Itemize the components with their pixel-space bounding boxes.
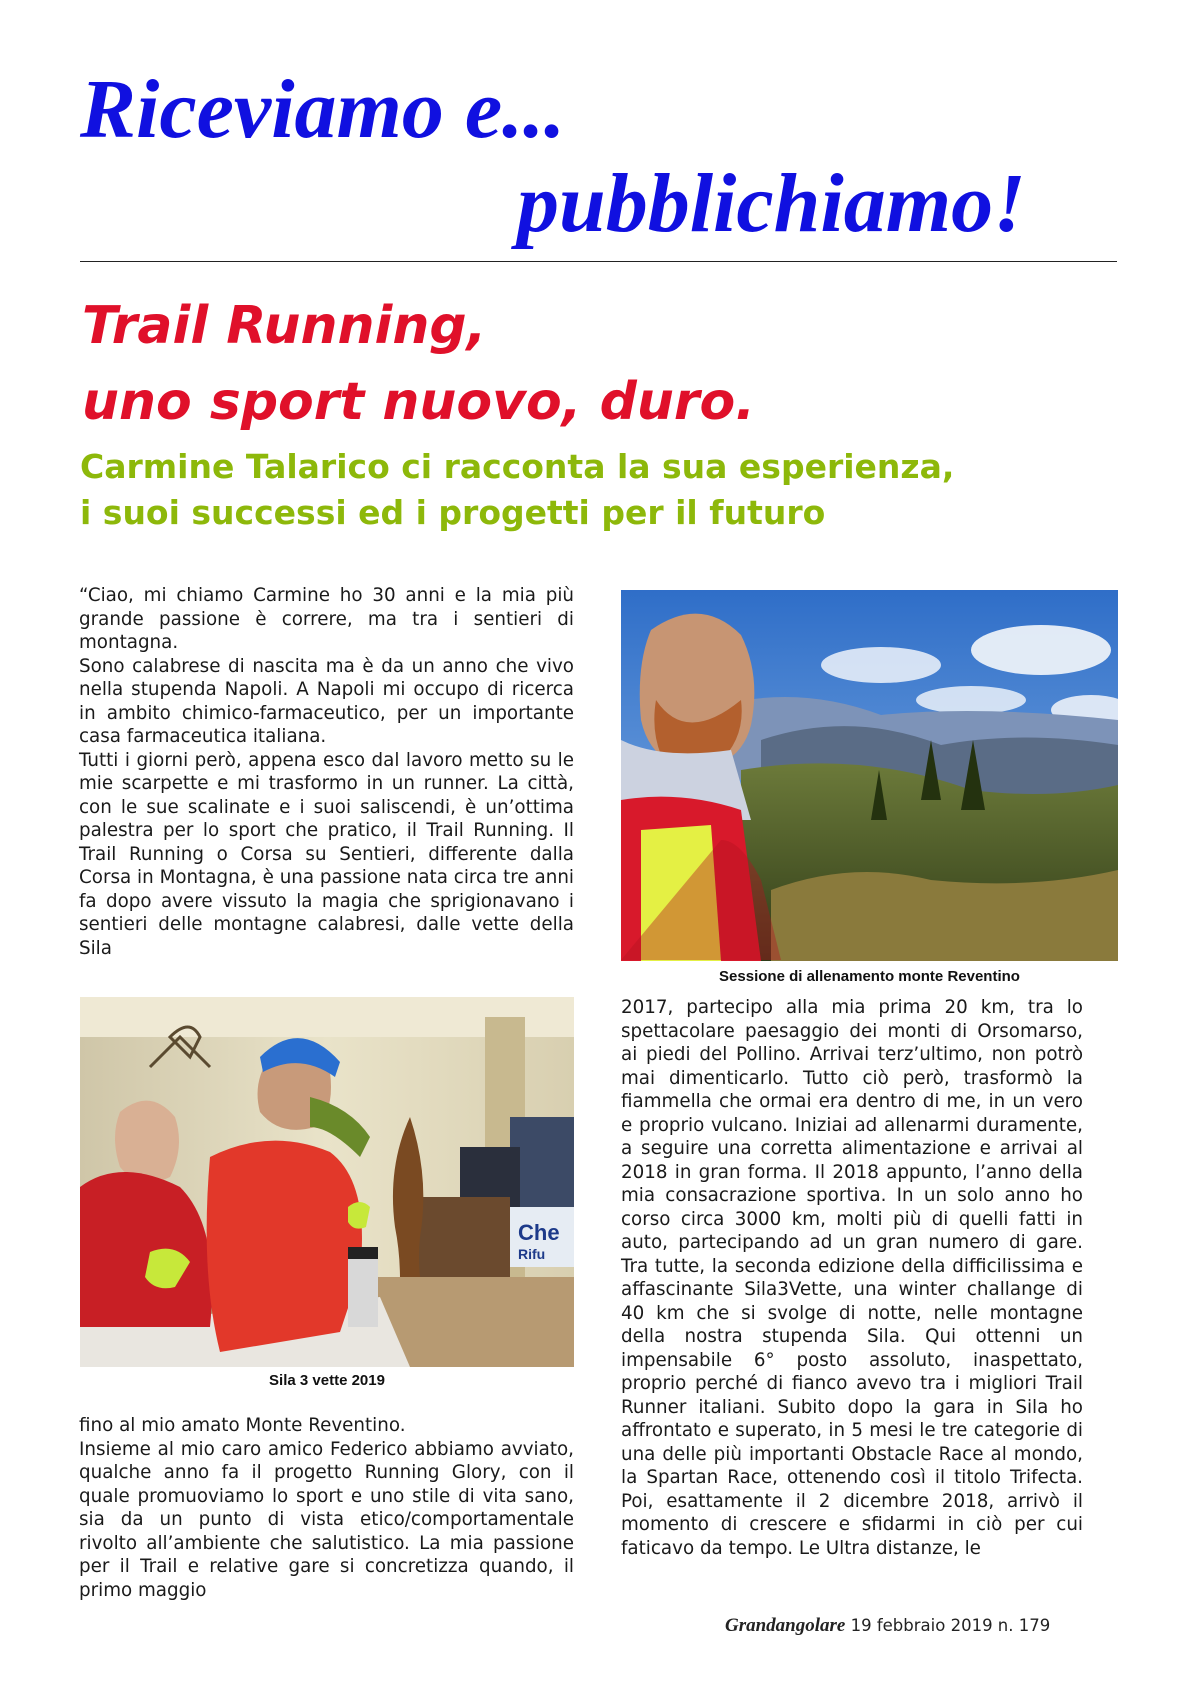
sign-text-2: Rifu	[518, 1246, 546, 1262]
article-title	[82, 288, 755, 440]
paragraph: Insieme al mio caro amico Federico abbiamo avviato, qualche anno fa il progetto Running Glory, con il quale promuoviamo lo sport e uno stile di vita sano, sia da un punto di vista etico/comportamentale rivolto all’ambiente che salutistico. La mia passione per il Trail e relative gare si concretizza quando, il primo maggio	[79, 1438, 574, 1601]
right-column-text	[621, 996, 1083, 1560]
article-title-line-2: uno sport nuovo, duro.	[82, 372, 755, 432]
sign-text: Che	[518, 1220, 560, 1245]
paragraph: Tutti i giorni però, appena esco dal lavoro metto su le mie scarpette e mi trasformo in un runner. La città, con le sue scalinate e i suoi saliscendi, è un’ottima palestra per lo sport che pratico, il Trail Running. Il Trail Running o Corsa su Sentieri, differente dalla Corsa in Montagna, è una passione nata circa tre anni fa dopo avere vissuto la magia che sprigionavano i sentieri delle montagne calabresi, dalle vette della Sila	[79, 749, 574, 959]
article-title-line-1: Trail Running,	[82, 296, 487, 356]
header-line-2: pubblichiamo!	[517, 157, 1026, 250]
selfie-photo-image	[621, 590, 1118, 961]
issue-info: 19 febbraio 2019 n. 179	[845, 1616, 1051, 1635]
left-column-top-text	[79, 584, 574, 960]
publication-name: Grandangolare	[725, 1615, 846, 1636]
paragraph: Sono calabrese di nascita ma è da un anno che vivo nella stupenda Napoli. A Napoli mi occupo di ricerca in ambito chimico-farmaceutico, per un importante casa farmaceutica italiana.	[79, 655, 574, 747]
page-footer	[725, 1615, 1050, 1637]
paragraph: “Ciao, mi chiamo Carmine ho 30 anni e la mia più grande passione è correre, ma tra i sentieri di montagna.	[79, 585, 574, 653]
indoor-photo-caption: Sila 3 vette 2019	[269, 1372, 385, 1389]
selfie-photo-caption: Sessione di allenamento monte Reventino	[719, 968, 1020, 985]
indoor-photo-image	[80, 997, 574, 1367]
selfie-photo	[621, 590, 1118, 961]
article-subtitle	[80, 444, 954, 536]
article-subtitle-line-2: i suoi successi ed i progetti per il futuro	[80, 493, 826, 532]
paragraph: 2017, partecipo alla mia prima 20 km, tra lo spettacolare paesaggio dei monti di Orsomarso, ai piedi del Pollino. Arrivai terz’ultimo, non potrò mai dimenticarlo. Tutto ciò però, trasformò la fiammella che ormai era dentro di me, in un vero e proprio vulcano. Iniziai ad allenarmi duramente, a seguire una corretta alimentazione e arrivai al 2018 in gran forma. Il 2018 appunto, l’anno della mia consacrazione sportiva. In un solo anno ho corso circa 3000 km, molti più di quelli fatti in auto, partecipando ad un gran numero di gare. Tra tutte, la seconda edizione della difficilissima e affascinante Sila3Vette, una winter challange di 40 km che si svolge di notte, nelle montagne della nostra stupenda Sila. Qui ottenni un impensabile 6° posto assoluto, inaspettato, proprio perché di fianco avevo tra i migliori Trail Runner italiani. Subito dopo la gara in Sila ho affrontato e superato, in 5 mesi le tre categorie di una delle più importanti Obstacle Race al mondo, la Spartan Race, ottenendo così il titolo Trifecta. Poi, esattamente il 2 dicembre 2018, arrivò il momento di crescere e sfidarmi in ciò per cui faticavo da tempo. Le Ultra distanze, le	[621, 997, 1083, 1559]
header-divider	[80, 261, 1117, 262]
left-column-bottom-text	[79, 1414, 574, 1602]
article-subtitle-line-1: Carmine Talarico ci racconta la sua esperienza,	[80, 447, 955, 486]
indoor-photo	[80, 997, 574, 1367]
header-line-1: Riceviamo e...	[80, 63, 566, 156]
paragraph: fino al mio amato Monte Reventino.	[79, 1415, 406, 1436]
